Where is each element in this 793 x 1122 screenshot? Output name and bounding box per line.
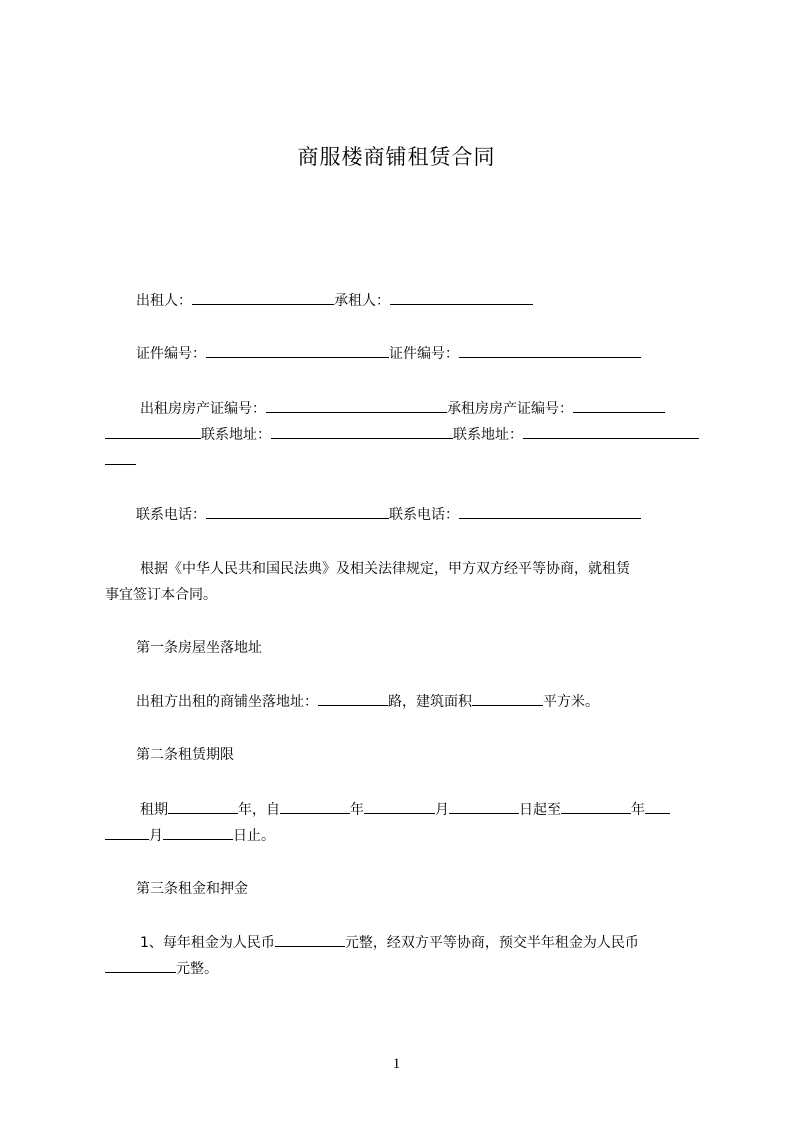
- start-month-label: 月: [435, 802, 449, 818]
- id-blank-lessee[interactable]: [459, 342, 641, 358]
- preamble-line-1: 根据《中华人民共和国民法典》及相关法律规定，甲方双方经平等协商，就租赁: [140, 561, 630, 577]
- address-blank-lessor[interactable]: [271, 423, 453, 439]
- start-year-blank[interactable]: [280, 798, 350, 814]
- phone-label-lessee: 联系电话：: [389, 507, 459, 523]
- page-number: 1: [392, 1056, 401, 1072]
- end-month-blank[interactable]: [645, 798, 670, 814]
- address-line-cont: [105, 448, 705, 474]
- start-day-label: 日起至: [519, 802, 561, 818]
- term-line: [105, 797, 740, 823]
- id-label-lessor: 证件编号：: [136, 346, 206, 362]
- article-1-heading: 第一条房屋坐落地址: [136, 640, 262, 656]
- end-day-blank[interactable]: [163, 824, 233, 840]
- lessor-cert-blank[interactable]: [266, 397, 447, 413]
- address-blank-lessee[interactable]: [523, 423, 699, 439]
- end-day-label: 日止。: [233, 828, 275, 844]
- lessee-cert-label: 承租房房产证编号：: [447, 401, 573, 417]
- article-3-heading: 第三条租金和押金: [136, 881, 248, 897]
- phone-line: [105, 502, 736, 528]
- address-line: [105, 422, 705, 448]
- lessee-cert-blank-cont[interactable]: [105, 423, 201, 439]
- article-1-text-c: 平方米。: [543, 694, 599, 710]
- id-line: [105, 341, 736, 367]
- road-blank[interactable]: [318, 690, 388, 706]
- end-month-label: 月: [149, 828, 163, 844]
- parties-line: [105, 288, 736, 314]
- term-label: 租期: [140, 802, 168, 818]
- article-2-heading: 第二条租赁期限: [136, 747, 234, 763]
- prepay-rent-blank[interactable]: [105, 957, 176, 973]
- rent-text-b: 元整，经双方平等协商，预交半年租金为人民币: [344, 935, 639, 951]
- article-1-text-b: 路，建筑面积: [388, 694, 472, 710]
- id-label-lessee: 证件编号：: [389, 346, 459, 362]
- phone-blank-lessor[interactable]: [206, 503, 389, 519]
- end-year-label: 年: [631, 802, 645, 818]
- lessee-label: 承租人：: [334, 293, 390, 309]
- start-year-label: 年: [350, 802, 364, 818]
- phone-label-lessor: 联系电话：: [136, 507, 206, 523]
- article-1-text: [105, 689, 736, 715]
- address-blank-lessee-cont[interactable]: [105, 449, 136, 465]
- area-blank[interactable]: [472, 690, 543, 706]
- document-title: 商服楼商铺租赁合同: [297, 145, 496, 169]
- id-blank-lessor[interactable]: [206, 342, 389, 358]
- lessor-label: 出租人：: [136, 293, 192, 309]
- start-day-blank[interactable]: [449, 798, 519, 814]
- address-label-lessor: 联系地址：: [201, 427, 271, 443]
- rent-text-c: 元整。: [176, 961, 218, 977]
- end-year-blank[interactable]: [561, 798, 631, 814]
- start-month-blank[interactable]: [364, 798, 435, 814]
- article-1-text-a: 出租方出租的商铺坐落地址：: [136, 694, 318, 710]
- rent-line-cont: [105, 956, 705, 982]
- end-month-blank-cont[interactable]: [105, 824, 149, 840]
- cert-line: [105, 396, 740, 422]
- annual-rent-blank[interactable]: [275, 931, 345, 947]
- address-label-lessee: 联系地址：: [453, 427, 523, 443]
- lessee-cert-blank[interactable]: [573, 397, 665, 413]
- term-line-cont: [105, 823, 705, 849]
- lessor-blank[interactable]: [192, 289, 334, 305]
- lessor-cert-label: 出租房房产证编号：: [140, 401, 266, 417]
- term-year-from: 年，自: [238, 802, 280, 818]
- preamble-line-2: 事宜签订本合同。: [105, 587, 217, 603]
- rent-line: [105, 930, 740, 956]
- rent-text-a: 1、每年租金为人民币: [140, 935, 275, 951]
- term-years-blank[interactable]: [168, 798, 238, 814]
- lessee-blank[interactable]: [390, 289, 533, 305]
- phone-blank-lessee[interactable]: [459, 503, 641, 519]
